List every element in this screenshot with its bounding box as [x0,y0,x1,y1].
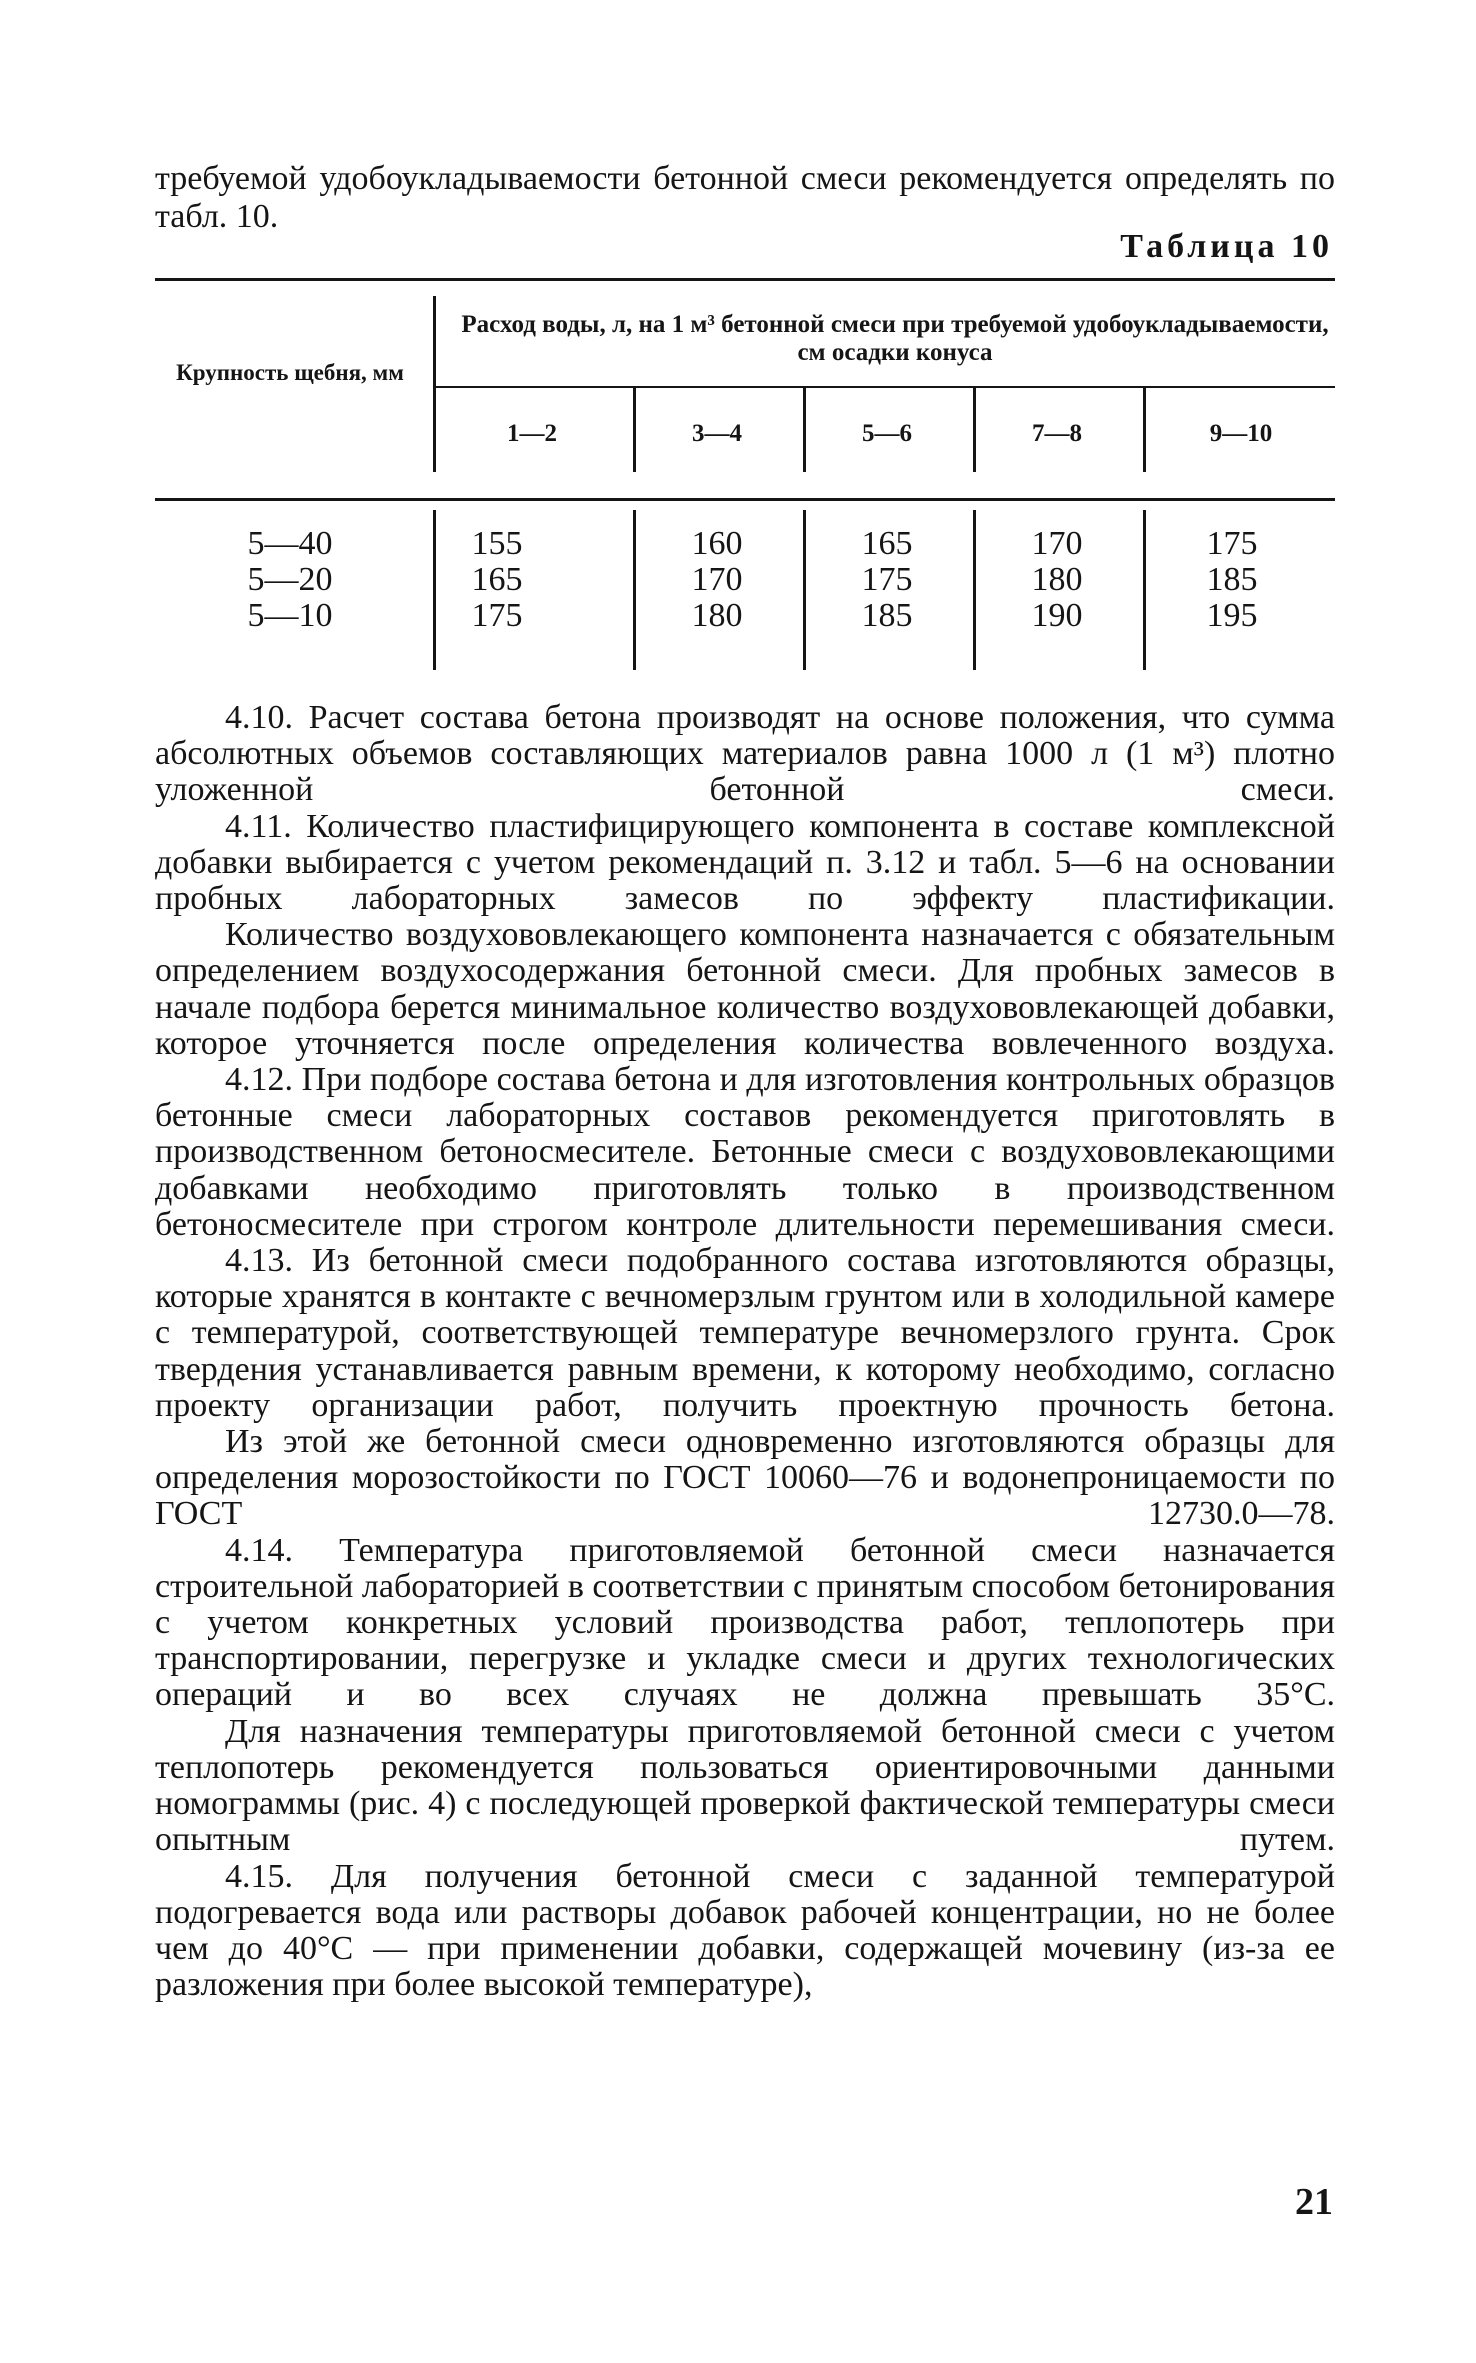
column-slump-5-6-values: 165 175 185 [861,525,913,634]
table-column-divider [973,386,976,472]
table-header-divider [435,386,1335,388]
table-column-divider [633,510,636,670]
table-header-rule [155,498,1335,501]
table-column-divider [633,386,636,472]
table-column-divider [803,386,806,472]
table-column-divider [803,510,806,670]
header-slump-3-4: 3—4 [692,420,742,447]
paragraph-frost-resistance: Из этой же бетонной смеси одновременно изготовляются образцы для определения морозостойкости по ГОСТ 10060—76 и водонепроницаемости по ГОСТ 12730.0—78. [155,1423,1335,1533]
column-slump-3-4-values: 160 170 180 [691,525,743,634]
intro-text: требуемой удобоукладываемости бетонной смеси рекомендуется определять по табл. 10. [155,160,1335,235]
table-caption: Таблица 10 [1120,228,1333,265]
table-top-rule [155,278,1335,281]
table-column-divider [973,510,976,670]
water-consumption-table [155,278,1335,670]
column-slump-1-2-values: 155 165 175 [471,525,523,634]
header-slump-1-2: 1—2 [507,420,557,447]
table-column-divider [433,296,436,472]
paragraph-temperature-nomogram: Для назначения температуры приготовляемой бетонной смеси с учетом теплопотерь рекомендуется пользоваться ориентировочными данными номограммы (рис. 4) с последующей проверкой фактической температуры смеси опытным путем. [155,1712,1335,1859]
header-gravel-size: Крупность щебня, мм [176,360,404,385]
paragraph-4-13: 4.13. Из бетонной смеси подобранного состава изготовляются образцы, которые хранятся в контакте с вечномерзлым грунтом или в холодильной камере с температурой, соответствующей температуре вечномерзлого грунта. Срок твердения устанавливается равным времени, к которому необходимо, согласно проекту организации работ, получить проектную прочность бетона. [155,1242,1335,1424]
column-gravel-sizes: 5—40 5—20 5—10 [247,525,333,634]
paragraph-4-10: 4.10. Расчет состава бетона производят на основе положения, что сумма абсолютных объемов составляющих материалов равна 1000 л (1 м³) плотно уложенной бетонной смеси. [155,699,1335,809]
header-slump-7-8: 7—8 [1032,420,1082,447]
header-water-consumption: Расход воды, л, на 1 м³ бетонной смеси при требуемой удобоукладываемости, см осадки конуса [461,311,1329,366]
column-slump-9-10-values: 175 185 195 [1206,525,1258,634]
page-number: 21 [1295,2181,1333,2223]
paragraph-4-15: 4.15. Для получения бетонной смеси с заданной температурой подогревается вода или растворы добавок рабочей концентрации, но не более чем до 40°С — при применении добавки, содержащей мочевину (из-за ее разложения при более высокой температуре), [155,1857,1335,2004]
paragraph-4-11: 4.11. Количество пластифицирующего компонента в составе комплексной добавки выбирается с учетом рекомендаций п. 3.12 и табл. 5—6 на основании пробных лабораторных замесов по эффекту пластификации. [155,807,1335,918]
table-column-divider [1143,386,1146,472]
column-slump-7-8-values: 170 180 190 [1031,525,1083,634]
paragraph-4-12: 4.12. При подборе состава бетона и для изготовления контрольных образцов бетонные смеси лабораторных составов рекомендуется приготовлять в производственном бетоносмесителе. Бетонные смеси с воздухововлекающими добавками необходимо приготовлять только в производственном бетоносмесителе при строгом контроле длительности перемешивания смеси. [155,1061,1335,1243]
paragraph-4-14: 4.14. Температура приготовляемой бетонной смеси назначается строительной лабораторией в соответствии с принятым способом бетонирования с учетом конкретных условий производства работ, теплопотерь при транспортировании, перегрузке и укладке смеси и других технологических операций и во всех случаях не должна превышать 35°С. [155,1531,1335,1714]
table-column-divider [1143,510,1146,670]
header-slump-5-6: 5—6 [862,420,912,447]
body-text [155,700,1335,2003]
header-slump-9-10: 9—10 [1209,420,1273,447]
table-column-divider [433,510,436,670]
paragraph-air-entraining: Количество воздухововлекающего компонента назначается с обязательным определением воздухосодержания бетонной смеси. Для пробных замесов в начале подбора берется минимальное количество воздухововлекающей добавки, которое уточняется после определения количества вовлеченного воздуха. [155,916,1335,1062]
